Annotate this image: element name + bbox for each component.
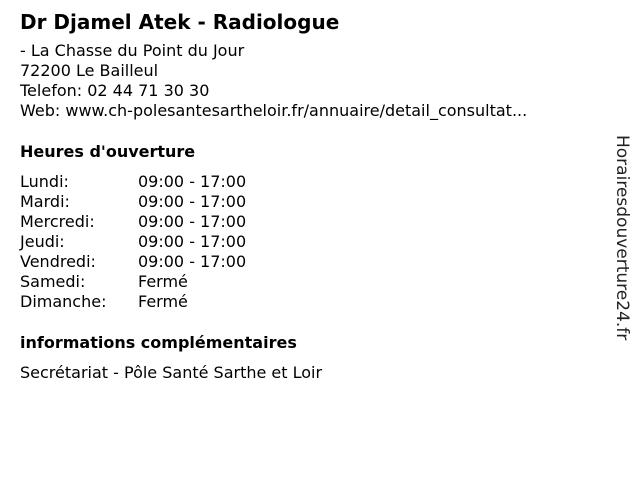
additional-info-heading: informations complémentaires bbox=[20, 333, 297, 352]
day-label: Jeudi: bbox=[20, 232, 65, 251]
hours-row-mardi bbox=[20, 192, 605, 212]
site-watermark: Horairesdouverture24.fr bbox=[612, 135, 632, 341]
hours-value: 09:00 - 17:00 bbox=[138, 172, 247, 191]
day-label: Lundi: bbox=[20, 172, 69, 191]
day-label: Dimanche: bbox=[20, 292, 107, 311]
additional-info-text: Secrétariat - Pôle Santé Sarthe et Loir bbox=[20, 363, 323, 382]
address-line-2: 72200 Le Bailleul bbox=[20, 61, 159, 80]
opening-hours-list bbox=[20, 172, 605, 312]
hours-value: 09:00 - 17:00 bbox=[138, 192, 247, 211]
hours-value: 09:00 - 17:00 bbox=[138, 212, 247, 231]
hours-value: 09:00 - 17:00 bbox=[138, 232, 247, 251]
hours-row-dimanche bbox=[20, 292, 605, 312]
day-label: Mardi: bbox=[20, 192, 70, 211]
day-label: Samedi: bbox=[20, 272, 86, 291]
opening-hours-heading: Heures d'ouverture bbox=[20, 142, 196, 161]
hours-row-jeudi bbox=[20, 232, 605, 252]
website-link[interactable]: Web: www.ch-polesantesartheloir.fr/annuaire/detail_consultat... bbox=[20, 101, 528, 120]
hours-row-samedi bbox=[20, 272, 605, 292]
hours-row-mercredi bbox=[20, 212, 605, 232]
hours-value: 09:00 - 17:00 bbox=[138, 252, 247, 271]
business-info-card bbox=[20, 9, 605, 383]
address-line-1: - La Chasse du Point du Jour bbox=[20, 41, 245, 60]
hours-value: Fermé bbox=[138, 292, 188, 311]
page-title: Dr Djamel Atek - Radiologue bbox=[20, 10, 340, 34]
hours-value: Fermé bbox=[138, 272, 188, 291]
phone-text: Telefon: 02 44 71 30 30 bbox=[20, 81, 210, 100]
day-label: Vendredi: bbox=[20, 252, 96, 271]
hours-row-lundi bbox=[20, 172, 605, 192]
day-label: Mercredi: bbox=[20, 212, 95, 231]
hours-row-vendredi bbox=[20, 252, 605, 272]
